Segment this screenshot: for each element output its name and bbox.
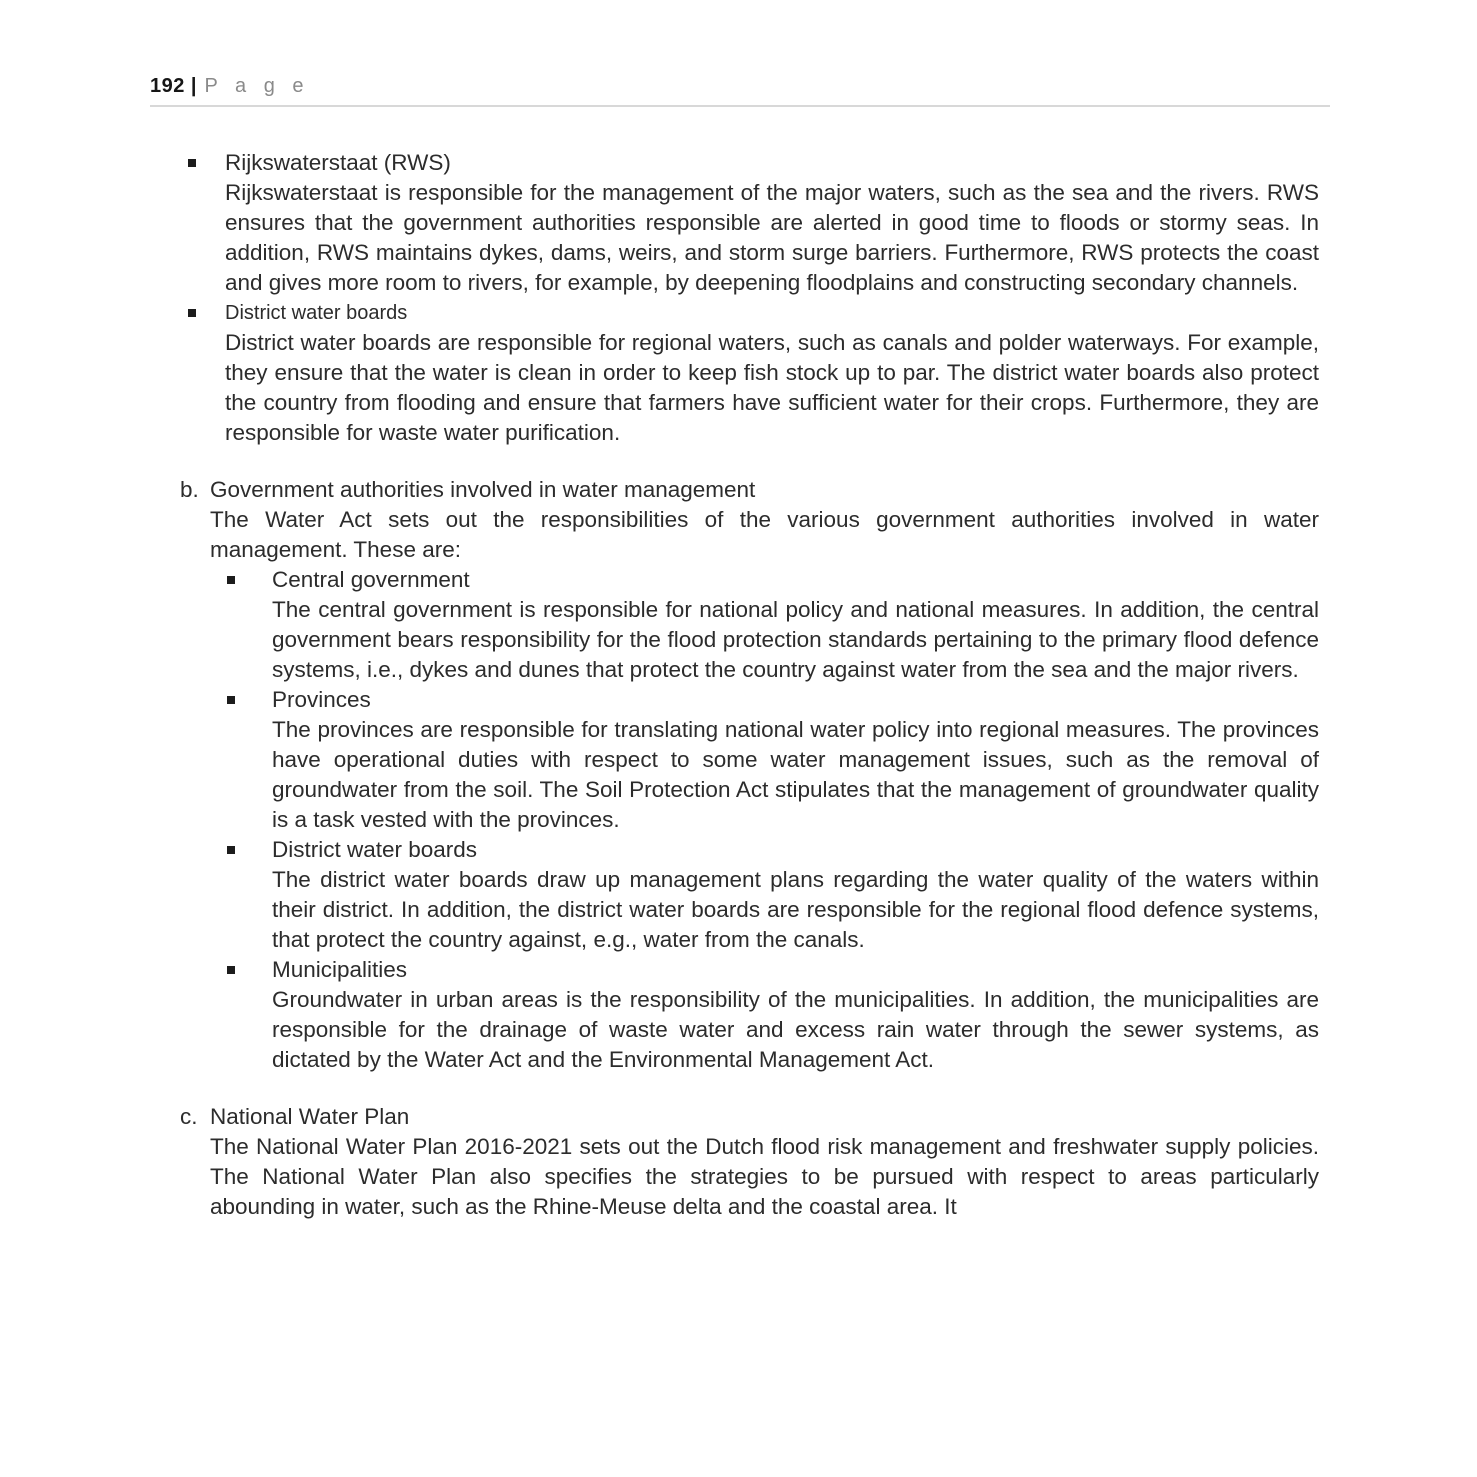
bullet-square-icon: [227, 846, 235, 854]
list-item-title: Rijkswaterstaat (RWS): [225, 150, 451, 175]
bullet-square-icon: [227, 576, 235, 584]
sub-item-body: The district water boards draw up management plans regarding the water quality of the waters within their district. In addition, the district water boards are responsible for the regional flood defence systems, that protect the country against, e.g., water from the canals.: [272, 867, 1319, 952]
section-b-label: b.: [180, 477, 199, 502]
page-header: [150, 74, 1330, 107]
page-content: [0, 148, 1477, 1222]
section-c-title: National Water Plan: [210, 1104, 410, 1129]
section-c-label: c.: [180, 1104, 198, 1129]
bullet-square-icon: [188, 159, 196, 167]
sub-item-title: Central government: [272, 567, 470, 592]
page-word: P a g e: [204, 75, 310, 97]
sub-item-body: The central government is responsible for national policy and national measures. In addition, the central government bears responsibility for the flood protection standards pertaining to the primary flood defence systems, i.e., dykes and dunes that protect the country against water from the sea and the major rivers.: [272, 597, 1319, 682]
sub-item-central-government: [210, 565, 1319, 685]
section-c-body: The National Water Plan 2016-2021 sets out the Dutch flood risk management and freshwater supply policies. The National Water Plan also specifies the strategies to be pursued with respect to areas particularly abounding in water, such as the Rhine-Meuse delta and the coastal area. It: [210, 1134, 1319, 1219]
sub-item-body: Groundwater in urban areas is the responsibility of the municipalities. In addition, the municipalities are responsible for the drainage of waste water and excess rain water through the sewer systems, as dictated by the Water Act and the Environmental Management Act.: [272, 987, 1319, 1072]
sub-item-municipalities: [210, 955, 1319, 1075]
section-b: [0, 475, 1477, 1075]
bullet-square-icon: [188, 309, 196, 317]
list-item-body: Rijkswaterstaat is responsible for the management of the major waters, such as the sea and the rivers. RWS ensures that the government authorities responsible are alerted in good time to floods or stormy seas. In addition, RWS maintains dykes, dams, weirs, and storm surge barriers. Furthermore, RWS protects the coast and gives more room to rivers, for example, by deepening floodplains and constructing secondary channels.: [225, 180, 1319, 295]
sub-item-title: District water boards: [272, 837, 478, 862]
bullet-square-icon: [227, 696, 235, 704]
section-b-intro: The Water Act sets out the responsibilities of the various government authorities involved in water management. These are:: [210, 507, 1319, 562]
sub-item-body: The provinces are responsible for translating national water policy into regional measures. The provinces have operational duties with respect to some water management issues, such as the removal of groundwater from the soil. The Soil Protection Act stipulates that the management of groundwater quality is a task vested with the provinces.: [272, 717, 1319, 832]
sub-item-provinces: [210, 685, 1319, 835]
sub-bullet-list-b: [210, 565, 1319, 1075]
bullet-list-a: [0, 148, 1477, 448]
bullet-square-icon: [227, 966, 235, 974]
sub-item-title: Provinces: [272, 687, 371, 712]
sub-item-title: Municipalities: [272, 957, 408, 982]
page-number: 192: [150, 75, 185, 97]
sub-item-district-water-boards: [210, 835, 1319, 955]
header-divider: |: [190, 75, 197, 97]
list-item-title: District water boards: [225, 302, 408, 324]
section-c: [0, 1102, 1477, 1222]
list-item-rijkswaterstaat: [0, 148, 1477, 298]
section-b-title: Government authorities involved in water management: [210, 477, 756, 502]
list-item-body: District water boards are responsible for regional waters, such as canals and polder waterways. For example, they ensure that the water is clean in order to keep fish stock up to par. The district water boards also protect the country from flooding and ensure that farmers have sufficient water for their crops. Furthermore, they are responsible for waste water purification.: [225, 330, 1319, 445]
list-item-district-water-boards: [0, 298, 1477, 448]
